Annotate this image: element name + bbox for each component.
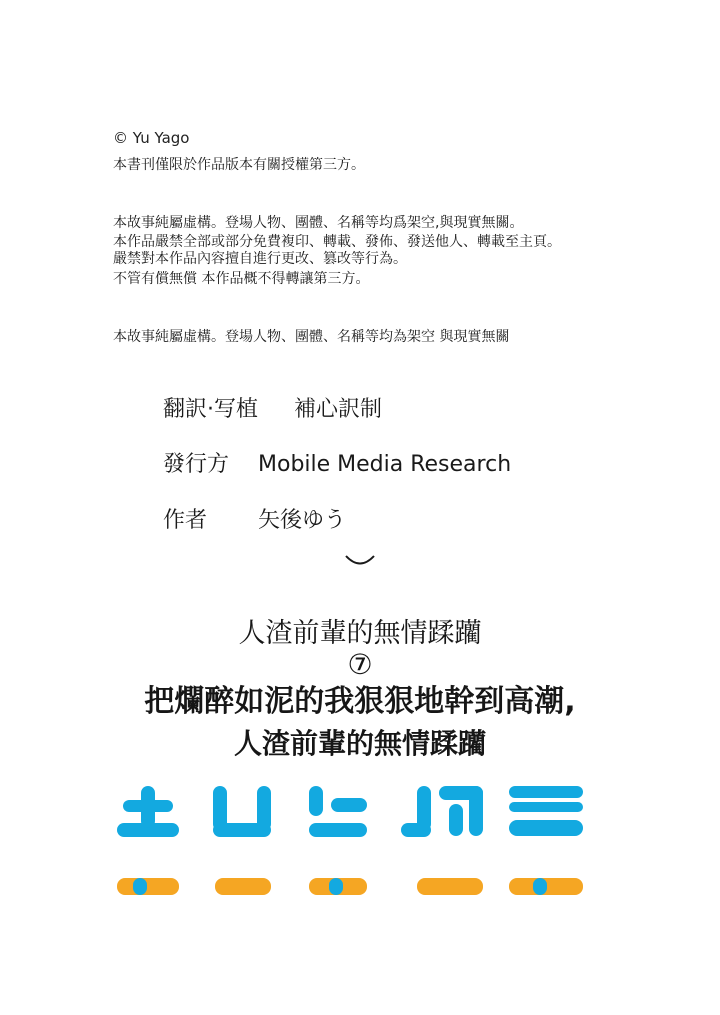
credit-author (163, 503, 346, 534)
copyright-notice: © Yu Yago (113, 129, 190, 147)
credit-author-label: 作者 (163, 508, 208, 533)
logo-blue-accents (133, 878, 547, 895)
credit-author-value: 矢後ゆう (258, 508, 347, 533)
credit-translation (163, 392, 382, 423)
notice-line-2: 嚴禁對本作品內容擅自進行更改、篡改等行為。 (113, 251, 407, 267)
credit-publisher (163, 447, 511, 478)
smile-arc-decoration (344, 553, 376, 567)
logo-orange-row (117, 878, 583, 895)
title-top-partial: 人渣前輩的無情蹂躪 (238, 618, 482, 649)
title-sub-partial: 人渣前輩的無情蹂躪 (233, 727, 486, 760)
chapter-number: ⑦ (347, 648, 373, 681)
publisher-logo (113, 780, 593, 895)
notice-clipped-bottom: 本故事純屬虛構。登場人物、團體、名稱等均為架空 與現實無關 (113, 329, 510, 345)
notice-line-3: 不管有償無償 本作品概不得轉讓第三方。 (113, 271, 370, 287)
notice-clipped-middle: 本故事純屬虛構。登場人物、團體、名稱等均爲架空,與現實無關。 (113, 215, 524, 231)
credit-translation-label: 翻訳·写植 (163, 397, 258, 422)
credit-publisher-value: Mobile Media Research (258, 452, 512, 477)
notice-clipped-top: 本書刊僅限於作品版本有關授權第三方。 (113, 157, 365, 173)
credit-translation-value: 補心訳制 (294, 397, 383, 422)
notice-line-1: 本作品嚴禁全部或部分免費複印、轉載、發佈、發送他人、轉載至主頁。 (113, 234, 561, 250)
logo-blue-row (117, 786, 583, 837)
title-main: 把爛醉如泥的我狠狠地幹到高潮, (144, 684, 576, 719)
credit-publisher-label: 發行方 (163, 452, 230, 477)
